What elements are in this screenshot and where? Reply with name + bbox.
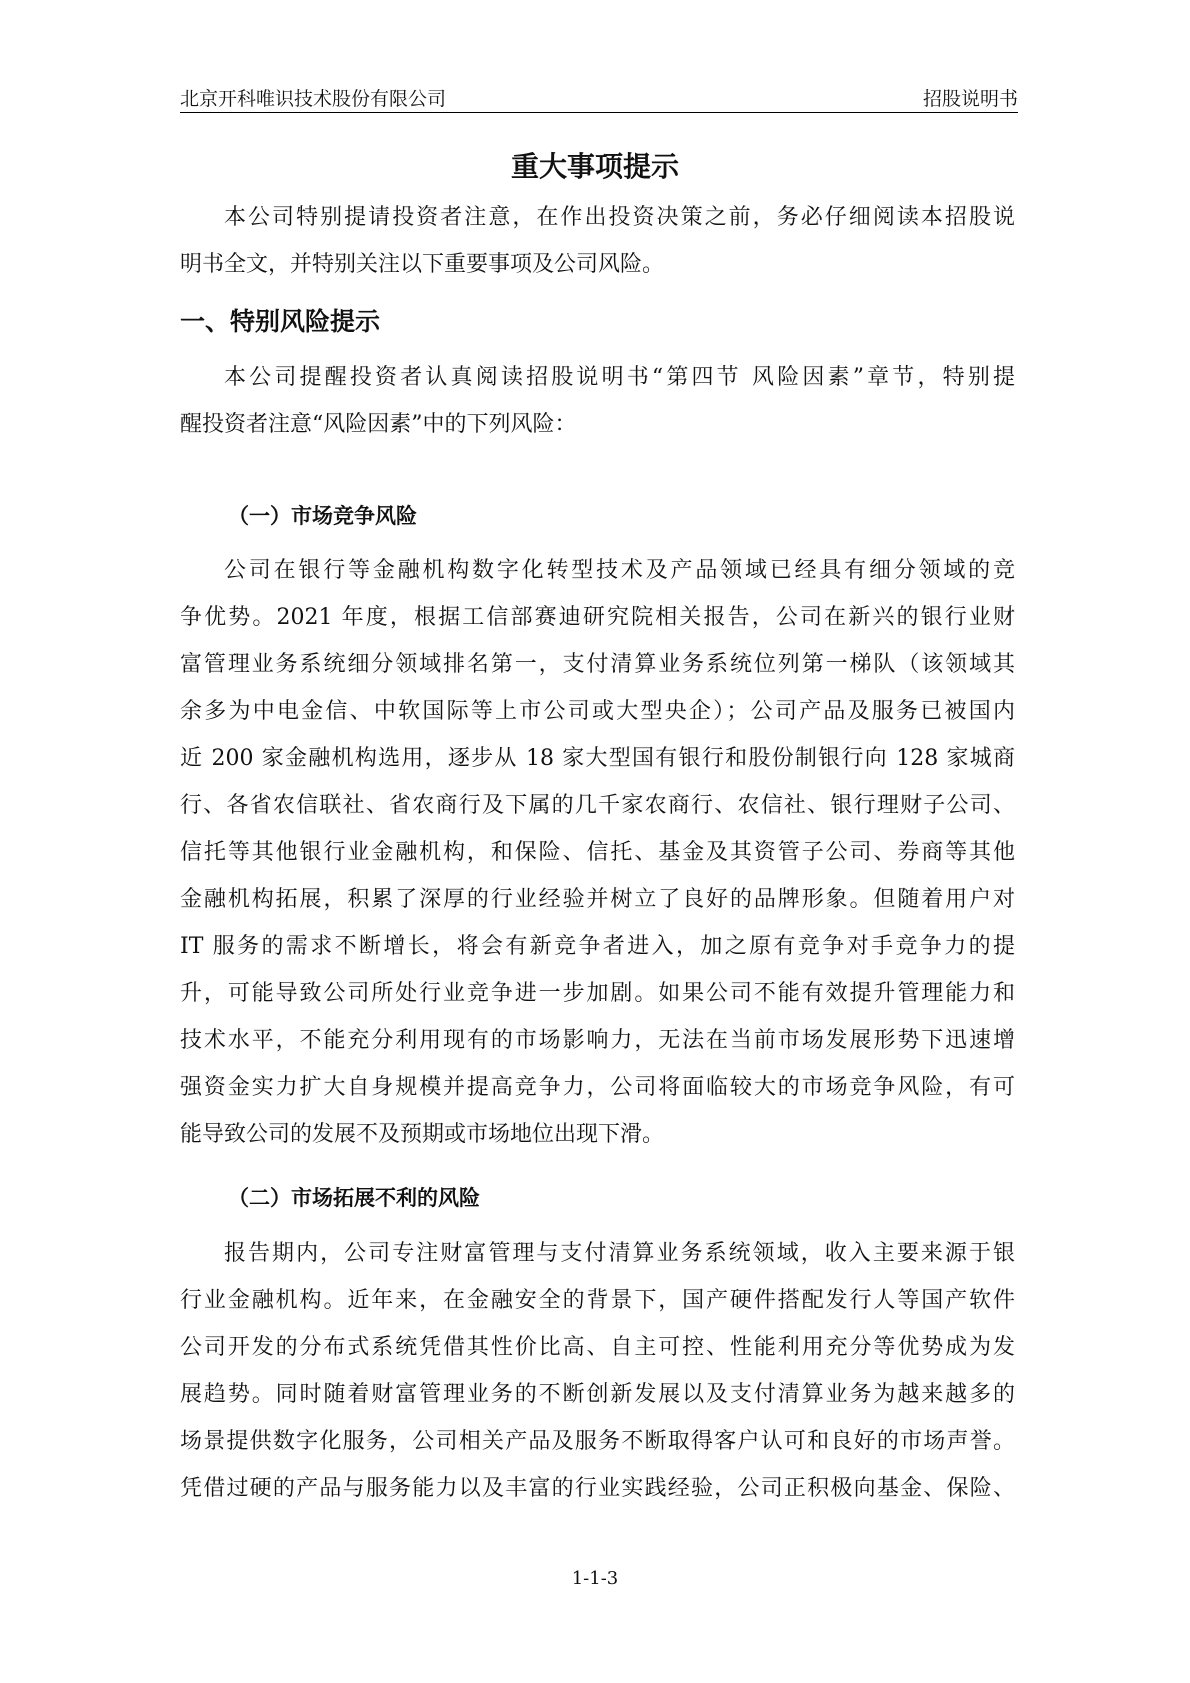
text-line: 本公司提醒投资者认真阅读招股说明书“第四节 风险因素”章节，特别提 — [224, 365, 1015, 390]
section-heading: 一、特别风险提示 — [180, 307, 381, 336]
page-number: 1-1-3 — [571, 1568, 619, 1589]
text-line: IT 服务的需求不断增长，将会有新竞争者进入，加之原有竞争对手竞争力的提 — [180, 934, 1015, 959]
text-line: 争优势。2021 年度，根据工信部赛迪研究院相关报告，公司在新兴的银行业财 — [180, 605, 1015, 630]
text-line: 醒投资者注意“风险因素”中的下列风险： — [180, 412, 577, 437]
text-line: 行业金融机构。近年来，在金融安全的背景下，国产硬件搭配发行人等国产软件 — [180, 1288, 1015, 1313]
market-competition-paragraph — [180, 547, 1015, 1158]
subsection-heading-1: （一）市场竞争风险 — [228, 504, 417, 528]
text-line: 升，可能导致公司所处行业竞争进一步加剧。如果公司不能有效提升管理能力和 — [180, 981, 1015, 1006]
text-line: 明书全文，并特别关注以下重要事项及公司风险。 — [180, 252, 665, 277]
text-line: 信托等其他银行业金融机构，和保险、信托、基金及其资管子公司、券商等其他 — [180, 840, 1015, 865]
intro-paragraph — [180, 194, 1015, 288]
subsection-heading-2: （二）市场拓展不利的风险 — [228, 1186, 480, 1210]
text-line: 本公司特别提请投资者注意，在作出投资决策之前，务必仔细阅读本招股说 — [224, 205, 1015, 230]
header-company: 北京开科唯识技术股份有限公司 — [180, 88, 447, 110]
text-line: 行、各省农信联社、省农商行及下属的几千家农商行、农信社、银行理财子公司、 — [180, 793, 1015, 818]
text-line: 金融机构拓展，积累了深厚的行业经验并树立了良好的品牌形象。但随着用户对 — [180, 887, 1015, 912]
header-doc-type: 招股说明书 — [922, 88, 1018, 110]
text-line: 凭借过硬的产品与服务能力以及丰富的行业实践经验，公司正积极向基金、保险、 — [180, 1476, 1015, 1501]
text-line: 近 200 家金融机构选用，逐步从 18 家大型国有银行和股份制银行向 128 家城商 — [180, 746, 1015, 771]
text-line: 强资金实力扩大自身规模并提高竞争力，公司将面临较大的市场竞争风险，有可 — [180, 1075, 1015, 1100]
text-line: 公司在银行等金融机构数字化转型技术及产品领域已经具有细分领域的竞 — [224, 558, 1015, 583]
text-line: 富管理业务系统细分领域排名第一，支付清算业务系统位列第一梯队（该领域其 — [180, 652, 1015, 677]
text-line: 公司开发的分布式系统凭借其性价比高、自主可控、性能利用充分等优势成为发 — [180, 1335, 1015, 1360]
page-header — [180, 84, 1018, 113]
text-line: 场景提供数字化服务，公司相关产品及服务不断取得客户认可和良好的市场声誉。 — [180, 1429, 1015, 1454]
text-line: 展趋势。同时随着财富管理业务的不断创新发展以及支付清算业务为越来越多的 — [180, 1382, 1015, 1407]
page-title: 重大事项提示 — [510, 150, 679, 183]
text-line: 技术水平，不能充分利用现有的市场影响力，无法在当前市场发展形势下迅速增 — [180, 1028, 1015, 1053]
text-line: 能导致公司的发展不及预期或市场地位出现下滑。 — [180, 1122, 665, 1147]
text-line: 余多为中电金信、中软国际等上市公司或大型央企）；公司产品及服务已被国内 — [180, 699, 1015, 724]
section-intro-paragraph — [180, 354, 1015, 448]
market-expansion-paragraph — [180, 1230, 1015, 1512]
text-line: 报告期内，公司专注财富管理与支付清算业务系统领域，收入主要来源于银 — [224, 1241, 1015, 1266]
